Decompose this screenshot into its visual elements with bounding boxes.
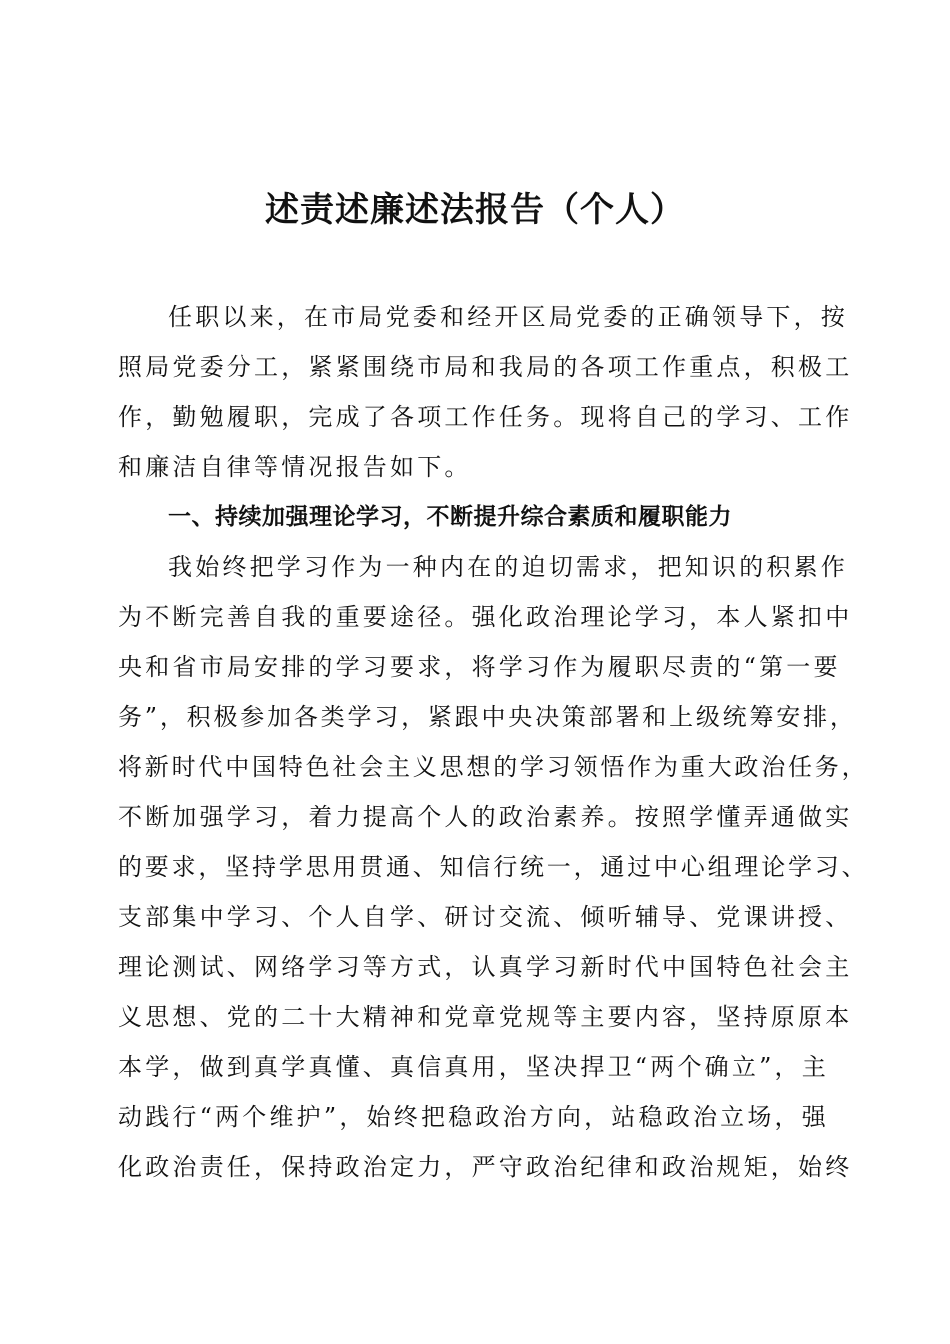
- paragraph-line: 为不断完善自我的重要途径。强化政治理论学习，本人紧扣中: [118, 603, 853, 631]
- paragraph-line: 的要求，坚持学思用贯通、知信行统一，通过中心组理论学习、: [118, 853, 869, 881]
- paragraph-line: 支部集中学习、个人自学、研讨交流、倾听辅导、党课讲授、: [118, 903, 853, 931]
- section-heading: 一、持续加强理论学习，不断提升综合素质和履职能力: [168, 504, 732, 530]
- paragraph-line: 化政治责任，保持政治定力，严守政治纪律和政治规矩，始终: [118, 1153, 853, 1181]
- intro-line: 作，勤勉履职，完成了各项工作任务。现将自己的学习、工作: [118, 403, 853, 431]
- paragraph-line: 义思想、党的二十大精神和党章党规等主要内容，坚持原原本: [118, 1003, 853, 1031]
- document-body: [118, 292, 869, 1192]
- intro-line: 任职以来，在市局党委和经开区局党委的正确领导下，按: [168, 303, 848, 331]
- intro-line: 照局党委分工，紧紧围绕市局和我局的各项工作重点，积极工: [118, 353, 853, 381]
- paragraph-line: 本学，做到真学真懂、真信真用，坚决捍卫“两个确立”，主: [118, 1053, 829, 1081]
- paragraph-line: 将新时代中国特色社会主义思想的学习领悟作为重大政治任务，: [118, 753, 869, 781]
- intro-line: 和廉洁自律等情况报告如下。: [118, 453, 472, 481]
- paragraph-line: 理论测试、网络学习等方式，认真学习新时代中国特色社会主: [118, 953, 853, 981]
- paragraph-line: 央和省市局安排的学习要求，将学习作为履职尽责的“第一要: [118, 653, 841, 681]
- paragraph-line: 不断加强学习，着力提高个人的政治素养。按照学懂弄通做实: [118, 803, 853, 831]
- paragraph-line: 动践行“两个维护”，始终把稳政治方向，站稳政治立场，强: [118, 1103, 829, 1131]
- paragraph-line: 我始终把学习作为一种内在的迫切需求，把知识的积累作: [168, 553, 848, 581]
- document-title: 述责述廉述法报告（个人）: [265, 190, 685, 230]
- paragraph-line: 务”，积极参加各类学习，紧跟中央决策部署和上级统筹安排，: [118, 703, 857, 731]
